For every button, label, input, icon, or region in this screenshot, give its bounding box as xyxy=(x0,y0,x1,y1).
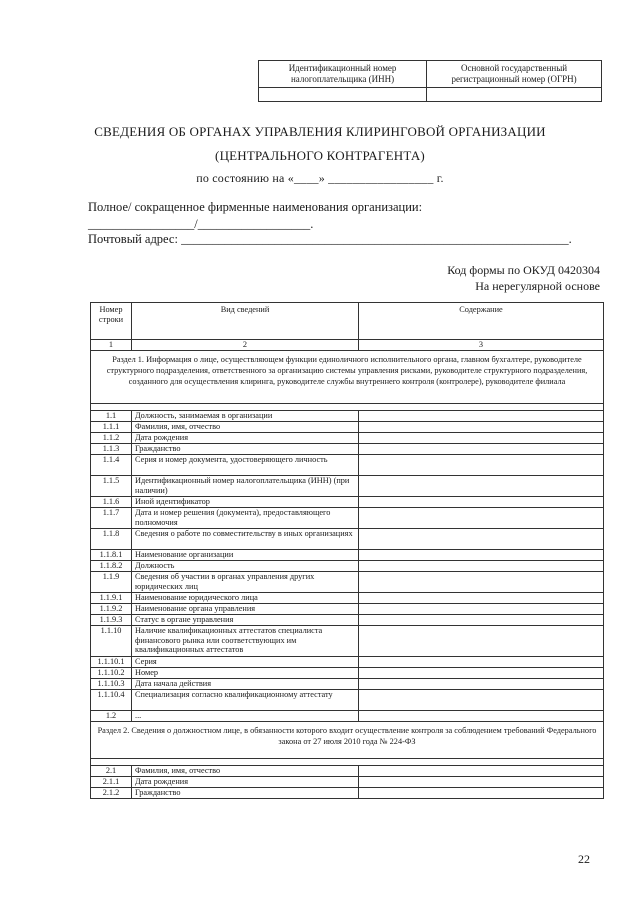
header-info-type: Вид сведений xyxy=(132,303,359,340)
row-content-cell[interactable] xyxy=(359,433,604,444)
row-number: 1.1 xyxy=(91,411,132,422)
row-number: 2.1.2 xyxy=(91,788,132,799)
row-number: 1.1.10.3 xyxy=(91,679,132,690)
report-date-line: по состоянию на «____» _________________ г. xyxy=(196,171,444,185)
row-content-cell[interactable] xyxy=(359,766,604,777)
ogrn-value-cell[interactable] xyxy=(427,88,602,102)
section-1-row xyxy=(91,351,604,404)
row-info-type: Дата рождения xyxy=(132,433,359,444)
row-content-cell[interactable] xyxy=(359,497,604,508)
row-info-type: Дата рождения xyxy=(132,777,359,788)
row-info-type: Серия и номер документа, удостоверяющего личность xyxy=(132,455,359,476)
row-info-type: Фамилия, имя, отчество xyxy=(132,422,359,433)
row-number: 1.1.8 xyxy=(91,529,132,550)
postal-address-line[interactable]: Почтовый адрес: ______________________________________________________________. xyxy=(88,232,572,246)
ogrn-label: Основной государственный регистрационный номер (ОГРН) xyxy=(427,61,602,88)
table-row xyxy=(91,657,604,668)
section-2-heading: Раздел 2. Сведения о должностном лице, в обязанности которого входит осуществление контроля за соблюдением требований Федерального закона от 27 июля 2010 года № 224-ФЗ xyxy=(91,722,604,759)
row-number: 1.1.10.4 xyxy=(91,690,132,711)
row-content-cell[interactable] xyxy=(359,550,604,561)
row-info-type: Номер xyxy=(132,668,359,679)
row-number: 1.1.2 xyxy=(91,433,132,444)
row-info-type: Дата и номер решения (документа), предоставляющего полномочия xyxy=(132,508,359,529)
header-row-number: Номер строки xyxy=(91,303,132,340)
org-name-blank[interactable]: _________________/__________________. xyxy=(88,217,314,231)
row-content-cell[interactable] xyxy=(359,777,604,788)
row-info-type: Гражданство xyxy=(132,788,359,799)
column-number: 1 xyxy=(91,340,132,351)
row-info-type: Должность xyxy=(132,561,359,572)
row-info-type: Серия xyxy=(132,657,359,668)
table-row xyxy=(91,497,604,508)
page-number: 22 xyxy=(578,852,590,866)
table-row xyxy=(91,593,604,604)
row-content-cell[interactable] xyxy=(359,679,604,690)
form-code-block xyxy=(447,262,600,294)
row-content-cell[interactable] xyxy=(359,657,604,668)
table-row xyxy=(91,766,604,777)
row-info-type: Наличие квалификационных аттестатов специалиста финансового рынка или соответствующих им квалификационных аттестатов xyxy=(132,626,359,657)
table-row xyxy=(91,679,604,690)
row-content-cell[interactable] xyxy=(359,572,604,593)
org-name-label: Полное/ сокращенное фирменные наименования организации: xyxy=(88,200,423,214)
table-row xyxy=(91,550,604,561)
row-content-cell[interactable] xyxy=(359,711,604,722)
row-content-cell[interactable] xyxy=(359,422,604,433)
section-2-row xyxy=(91,722,604,759)
table-row xyxy=(91,711,604,722)
row-number: 1.2 xyxy=(91,711,132,722)
inn-value-cell[interactable] xyxy=(259,88,427,102)
row-content-cell[interactable] xyxy=(359,788,604,799)
okud-code: Код формы по ОКУД 0420304 xyxy=(447,263,600,277)
row-content-cell[interactable] xyxy=(359,529,604,550)
table-row xyxy=(91,476,604,497)
table-row xyxy=(91,604,604,615)
row-content-cell[interactable] xyxy=(359,593,604,604)
row-content-cell[interactable] xyxy=(359,455,604,476)
table-row xyxy=(91,788,604,799)
row-number: 1.1.9 xyxy=(91,572,132,593)
document-title: СВЕДЕНИЯ ОБ ОРГАНАХ УПРАВЛЕНИЯ КЛИРИНГОВОЙ ОРГАНИЗАЦИИ xyxy=(94,124,546,139)
row-info-type: Статус в органе управления xyxy=(132,615,359,626)
row-number: 1.1.10 xyxy=(91,626,132,657)
table-row xyxy=(91,561,604,572)
row-content-cell[interactable] xyxy=(359,476,604,497)
row-number: 2.1 xyxy=(91,766,132,777)
column-number: 2 xyxy=(132,340,359,351)
row-number: 1.1.10.2 xyxy=(91,668,132,679)
row-number: 1.1.5 xyxy=(91,476,132,497)
table-row xyxy=(91,529,604,550)
row-info-type: Сведения об участии в органах управления других юридических лиц xyxy=(132,572,359,593)
spacer-row xyxy=(91,759,604,766)
identifiers-table xyxy=(258,60,602,102)
row-content-cell[interactable] xyxy=(359,690,604,711)
document-subtitle: (ЦЕНТРАЛЬНОГО КОНТРАГЕНТА) xyxy=(215,148,425,163)
row-info-type: Идентификационный номер налогоплательщика (ИНН) (при наличии) xyxy=(132,476,359,497)
row-info-type: Дата начала действия xyxy=(132,679,359,690)
row-content-cell[interactable] xyxy=(359,604,604,615)
row-content-cell[interactable] xyxy=(359,615,604,626)
row-number: 2.1.1 xyxy=(91,777,132,788)
row-number: 1.1.9.1 xyxy=(91,593,132,604)
table-row xyxy=(91,777,604,788)
row-number: 1.1.8.2 xyxy=(91,561,132,572)
row-content-cell[interactable] xyxy=(359,444,604,455)
table-row xyxy=(91,626,604,657)
inn-label: Идентификационный номер налогоплательщика (ИНН) xyxy=(259,61,427,88)
table-row xyxy=(91,508,604,529)
row-info-type: Гражданство xyxy=(132,444,359,455)
row-number: 1.1.9.3 xyxy=(91,615,132,626)
row-info-type: Сведения о работе по совместительству в иных организациях xyxy=(132,529,359,550)
row-info-type: Наименование организации xyxy=(132,550,359,561)
table-row xyxy=(91,422,604,433)
row-info-type: Фамилия, имя, отчество xyxy=(132,766,359,777)
row-info-type: Иной идентификатор xyxy=(132,497,359,508)
column-number-row xyxy=(91,340,604,351)
spacer-row xyxy=(91,404,604,411)
column-number: 3 xyxy=(359,340,604,351)
main-table xyxy=(90,302,604,799)
row-info-type: Должность, занимаемая в организации xyxy=(132,411,359,422)
row-number: 1.1.8.1 xyxy=(91,550,132,561)
table-row xyxy=(91,411,604,422)
section-1-heading: Раздел 1. Информация о лице, осуществляющем функции единоличного исполнительного органа, главном бухгалтере, руководителе структурного подразделения, ответственного за организацию системы управления рисками, руководителе структурного подразделения, созданного для осуществления клиринга, руководителе службы внутреннего контроля (контролере), руководителе филиала xyxy=(91,351,604,404)
periodicity: На нерегулярной основе xyxy=(475,279,600,293)
row-info-type: ... xyxy=(132,711,359,722)
table-row xyxy=(91,615,604,626)
row-number: 1.1.4 xyxy=(91,455,132,476)
header-content: Содержание xyxy=(359,303,604,340)
table-row xyxy=(91,455,604,476)
row-content-cell[interactable] xyxy=(359,411,604,422)
row-info-type: Наименование органа управления xyxy=(132,604,359,615)
table-row xyxy=(91,572,604,593)
row-number: 1.1.6 xyxy=(91,497,132,508)
row-content-cell[interactable] xyxy=(359,668,604,679)
table-row xyxy=(91,690,604,711)
table-row xyxy=(91,668,604,679)
table-row xyxy=(91,444,604,455)
row-content-cell[interactable] xyxy=(359,561,604,572)
table-header-row xyxy=(91,303,604,340)
row-number: 1.1.10.1 xyxy=(91,657,132,668)
row-number: 1.1.7 xyxy=(91,508,132,529)
row-number: 1.1.9.2 xyxy=(91,604,132,615)
row-content-cell[interactable] xyxy=(359,508,604,529)
row-content-cell[interactable] xyxy=(359,626,604,657)
row-number: 1.1.3 xyxy=(91,444,132,455)
table-row xyxy=(91,433,604,444)
row-info-type: Наименование юридического лица xyxy=(132,593,359,604)
row-number: 1.1.1 xyxy=(91,422,132,433)
row-info-type: Специализация согласно квалификационному аттестату xyxy=(132,690,359,711)
